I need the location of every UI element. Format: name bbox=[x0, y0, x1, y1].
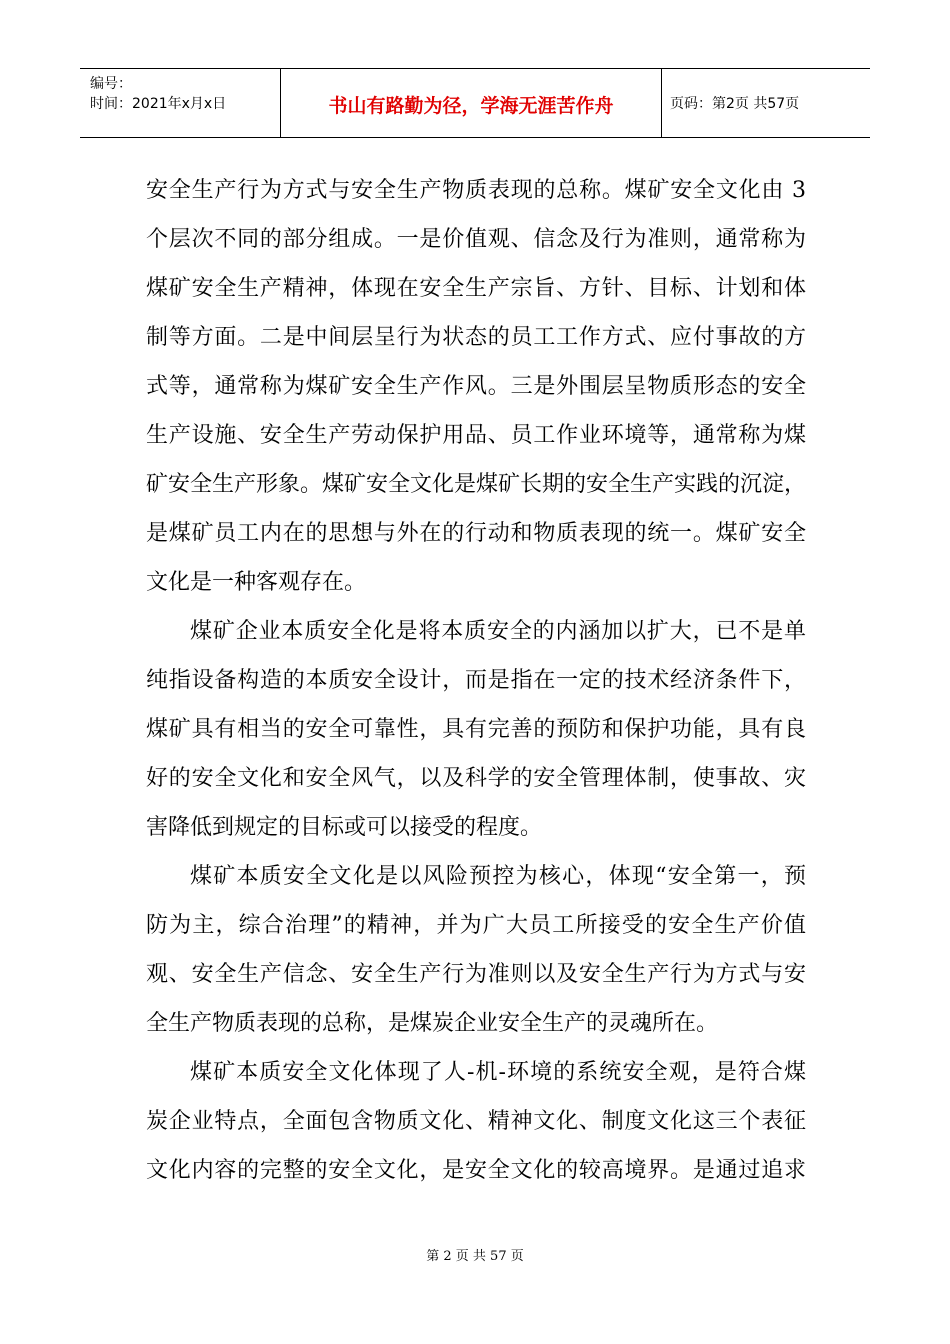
header-info-cell bbox=[80, 69, 281, 137]
text-line: 害降低到规定的目标或可以接受的程度。 bbox=[146, 815, 543, 840]
header-page-cell bbox=[662, 69, 870, 137]
text-line: 个层次不同的部分组成。一是价值观、信念及行为准则，通常称为 bbox=[146, 227, 806, 252]
text-line: 煤矿本质安全文化是以风险预控为核心，体现“安全第一，预 bbox=[190, 864, 806, 889]
text-line: 文化是一种客观存在。 bbox=[146, 570, 367, 595]
text-line: 煤矿具有相当的安全可靠性，具有完善的预防和保护功能，具有良 bbox=[146, 717, 806, 742]
text-line: 炭企业特点，全面包含物质文化、精神文化、制度文化这三个表征 bbox=[146, 1109, 806, 1134]
header-motto: 书山有路勤为径，学海无涯苦作舟 bbox=[328, 95, 614, 117]
document-body bbox=[146, 166, 806, 1195]
text-line: 好的安全文化和安全风气，以及科学的安全管理体制，使事故、灾 bbox=[146, 766, 806, 791]
text-line: 煤矿企业本质安全化是将本质安全的内涵加以扩大，已不是单 bbox=[190, 619, 806, 644]
text-line: 全生产物质表现的总称，是煤炭企业安全生产的灵魂所在。 bbox=[146, 1011, 719, 1036]
text-line: 防为主，综合治理”的精神，并为广大员工所接受的安全生产价值 bbox=[146, 913, 806, 938]
text-line: 观、安全生产信念、安全生产行为准则以及安全生产行为方式与安 bbox=[146, 962, 806, 987]
text-line: 式等，通常称为煤矿安全生产作风。三是外围层呈物质形态的安全 bbox=[146, 374, 806, 399]
text-line: 矿安全生产形象。煤矿安全文化是煤矿长期的安全生产实践的沉淀， bbox=[146, 472, 807, 497]
date-label: 时间：2021年x月x日 bbox=[90, 96, 227, 112]
text-line: 煤矿安全生产精神，体现在安全生产宗旨、方针、目标、计划和体 bbox=[146, 276, 806, 301]
text-line: 是煤矿员工内在的思想与外在的行动和物质表现的统一。煤矿安全 bbox=[146, 521, 806, 546]
text-line: 纯指设备构造的本质安全设计，而是指在一定的技术经济条件下， bbox=[146, 668, 806, 693]
text-line: 安全生产行为方式与安全生产物质表现的总称。煤矿安全文化由 3 bbox=[146, 178, 806, 203]
text-line: 制等方面。二是中间层呈行为状态的员工工作方式、应付事故的方 bbox=[146, 325, 806, 350]
page-footer: 第 2 页 共 57 页 bbox=[426, 1249, 524, 1264]
text-line: 生产设施、安全生产劳动保护用品、员工作业环境等，通常称为煤 bbox=[146, 423, 806, 448]
page-header bbox=[80, 68, 870, 138]
text-line: 煤矿本质安全文化体现了人-机-环境的系统安全观，是符合煤 bbox=[190, 1060, 806, 1085]
header-motto-cell bbox=[281, 69, 662, 137]
text-line: 文化内容的完整的安全文化，是安全文化的较高境界。是通过追求 bbox=[146, 1158, 806, 1183]
serial-number-label: 编号： bbox=[90, 76, 132, 92]
header-page-info: 页码：第2页 共57页 bbox=[670, 96, 800, 112]
